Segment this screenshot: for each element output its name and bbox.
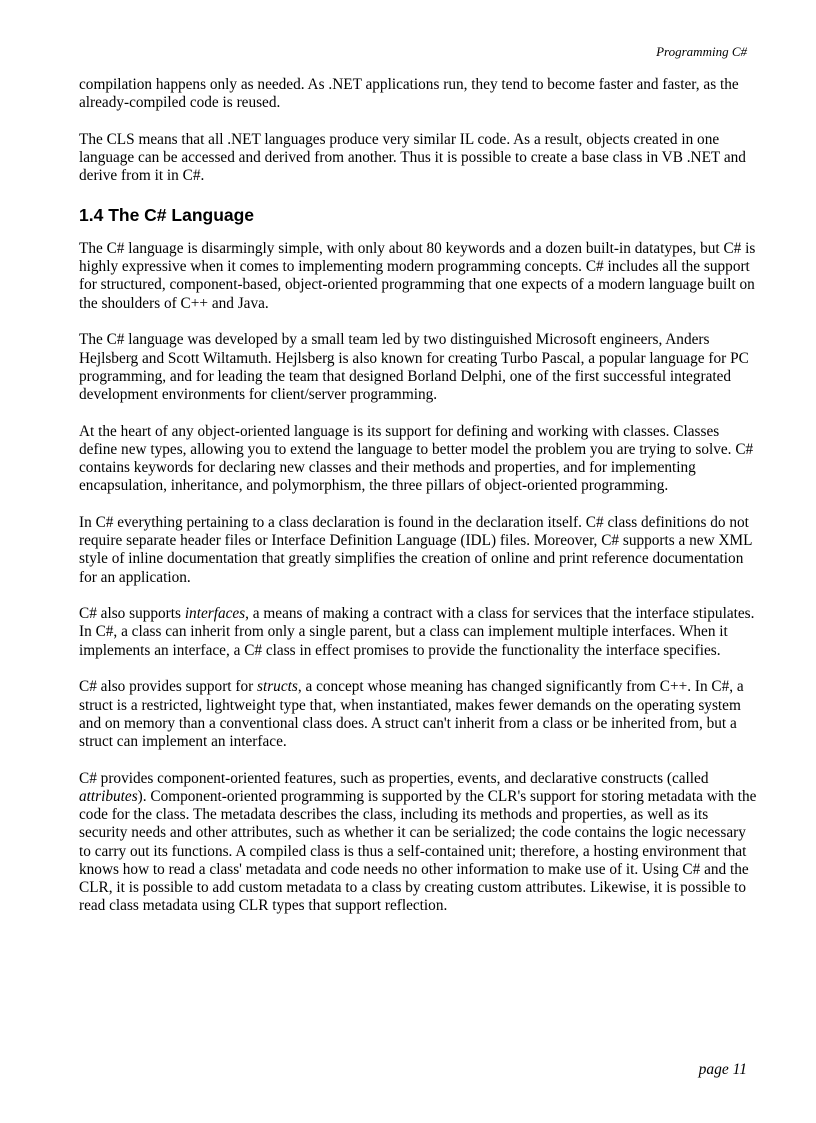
paragraph-language-overview: The C# language is disarmingly simple, with only about 80 keywords and a dozen built-in datatypes, but C# is highly expressive when it comes to implementing modern programming concepts. C# includes all the support for structured, component-based, object-oriented programming that one expects of a modern language built on the shoulders of C++ and Java. (79, 240, 756, 312)
paragraph-class-declaration: In C# everything pertaining to a class declaration is found in the declaration itself. C# class definitions do not require separate header files or Interface Definition Language (IDL) files. Moreover, C# supports a new XML style of inline documentation that greatly simplifies the creation of online and print reference documentation for an application. (79, 513, 752, 586)
paragraph-cls: The CLS means that all .NET languages produce very similar IL code. As a result, objects created in one language can be accessed and derived from another. Thus it is possible to create a base class in VB .NET and derive from it in C#. (79, 130, 746, 185)
paragraph-structs (79, 678, 759, 751)
interfaces-text-before: C# also supports (79, 605, 185, 623)
paragraph-classes: At the heart of any object-oriented language is its support for defining and working with classes. Classes define new types, allowing you to extend the language to better model the problem you are trying to solve. C# contains keywords for declaring new classes and their methods and properties, and for implementing encapsulation, inheritance, and polymorphism, the three pillars of object-oriented programming. (79, 422, 754, 495)
attributes-text-before: C# provides component-oriented features, such as properties, events, and declarative constructs (called (79, 769, 709, 787)
running-header: Programming C# (656, 44, 747, 59)
paragraph-attributes (79, 770, 759, 916)
section-heading: 1.4 The C# Language (79, 205, 255, 226)
attributes-text-after: ). Component-oriented programming is supported by the CLR's support for storing metadata with the code for the class. The metadata describes the class, including its methods and properties, as well as its security needs and other attributes, such as whether it can be serialized; the code contains the logic necessary to carry out its functions. A compiled class is thus a self-contained unit; therefore, a hosting environment that knows how to read a class' metadata and code needs no other information to make use of it. Using C# and the CLR, it is possible to add custom metadata to a class by creating custom attributes. Likewise, it is possible to read class metadata using CLR types that support reflection. (79, 787, 757, 915)
attributes-term: attributes (79, 787, 138, 805)
paragraph-language-history: The C# language was developed by a small team led by two distinguished Microsoft engineers, Anders Hejlsberg and Scott Wiltamuth. Hejlsberg is also known for creating Turbo Pascal, a popular language for PC programming, and for leading the team that designed Borland Delphi, one of the first successful integrated development environments for client/server programming. (79, 331, 749, 403)
structs-text-after: , a concept whose meaning has changed significantly from C++. In C#, a struct is a restricted, lightweight type that, when instantiated, makes fewer demands on the operating system and on memory than a conventional class does. A struct can't inherit from a class or be inherited from, but a struct can implement an interface. (79, 678, 744, 750)
structs-term: structs (257, 678, 298, 696)
interfaces-text-after: , a means of making a contract with a class for services that the interface stipulates. In C#, a class can inherit from only a single parent, but a class can implement multiple interfaces. When it implements an interface, a C# class in effect promises to provide the functionality the interface specifies. (79, 605, 755, 659)
paragraph-interfaces (79, 605, 759, 660)
structs-text-before: C# also provides support for (79, 678, 258, 696)
interfaces-term: interfaces (184, 605, 246, 623)
page-body (79, 76, 759, 934)
page-number: page 11 (698, 1061, 747, 1078)
paragraph-compilation: compilation happens only as needed. As .NET applications run, they tend to become faster and faster, as the already-compiled code is reused. (79, 76, 739, 112)
